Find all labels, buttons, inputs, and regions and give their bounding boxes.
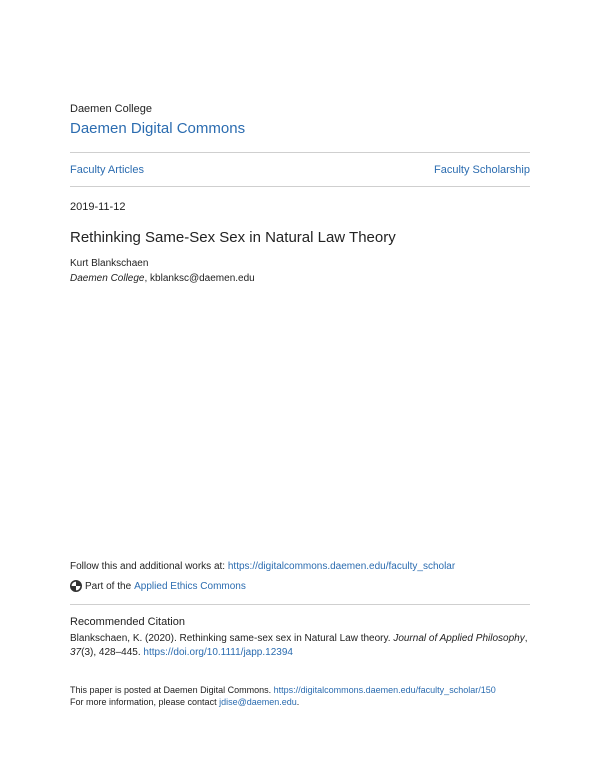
posted-prefix: This paper is posted at Daemen Digital Commons. (70, 685, 274, 695)
volume: 37 (70, 647, 82, 658)
author-email: , kblanksc@daemen.edu (144, 273, 255, 284)
issue-pages: (3), 428–445. (81, 647, 144, 658)
follow-url-link[interactable]: https://digitalcommons.daemen.edu/faculty_scholar (227, 561, 456, 572)
citation-divider (70, 604, 530, 605)
posted-url-link[interactable]: https://digitalcommons.daemen.edu/faculty_scholar/150 (273, 685, 496, 695)
follow-line (70, 561, 455, 572)
journal-name: Journal of Applied Philosophy (393, 633, 525, 644)
recommended-citation-heading: Recommended Citation (70, 616, 185, 628)
publication-date: 2019-11-12 (70, 201, 126, 213)
contact-prefix: For more information, please contact (70, 697, 220, 707)
faculty-scholarship-link[interactable]: Faculty Scholarship (434, 164, 530, 176)
article-title: Rethinking Same-Sex Sex in Natural Law Theory (70, 229, 396, 246)
top-divider (70, 152, 530, 153)
author-affiliation (70, 273, 255, 284)
nav-divider (70, 186, 530, 187)
citation-sep: , (524, 633, 528, 644)
contact-suffix: . (296, 697, 300, 707)
part-of-line (70, 580, 246, 592)
contact-email-link[interactable]: jdise@daemen.edu (219, 697, 297, 707)
posted-line (70, 684, 530, 696)
network-icon (70, 580, 82, 592)
faculty-articles-link[interactable]: Faculty Articles (70, 164, 144, 176)
citation-text (70, 632, 530, 660)
citation-start: Blankschaen, K. (2020). Rethinking same-sex sex in Natural Law theory. (70, 633, 394, 644)
partof-prefix: Part of the (85, 580, 132, 592)
doi-link[interactable]: https://doi.org/10.1111/japp.12394 (143, 647, 293, 658)
contact-line (70, 696, 530, 708)
institution-name: Daemen College (70, 103, 152, 115)
applied-ethics-commons-link[interactable]: Applied Ethics Commons (134, 580, 246, 592)
repository-link[interactable]: Daemen Digital Commons (70, 120, 246, 137)
follow-prefix: Follow this and additional works at: (70, 561, 228, 572)
affiliation-name: Daemen College (70, 273, 145, 284)
author-name: Kurt Blankschaen (70, 258, 149, 269)
posting-notice (70, 684, 530, 708)
